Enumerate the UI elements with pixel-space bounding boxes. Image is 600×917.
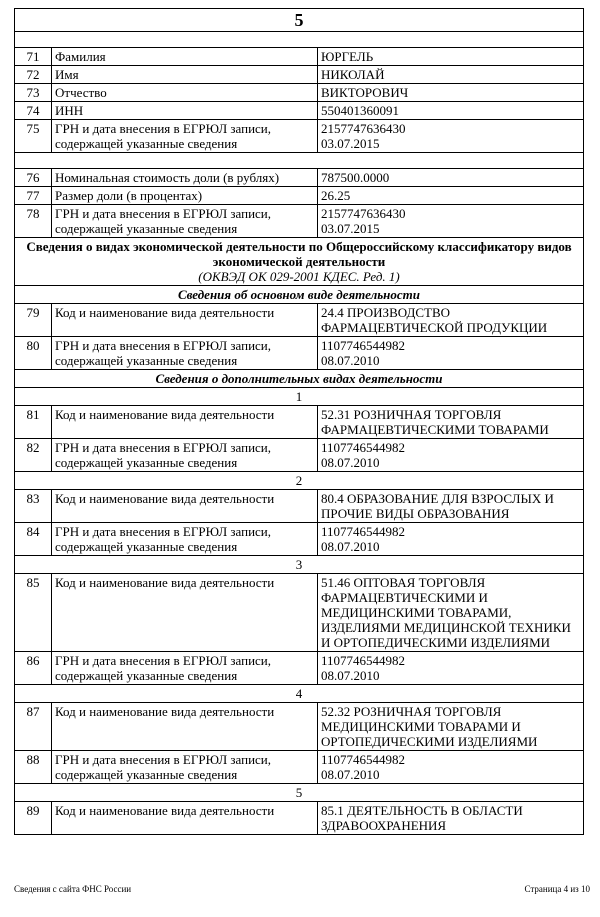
additional-activity-row — [15, 406, 584, 439]
spacer-row — [15, 153, 584, 169]
row-value: 85.1 ДЕЯТЕЛЬНОСТЬ В ОБЛАСТИ ЗДРАВООХРАНЕНИЯ — [318, 802, 584, 835]
row-value: 26.25 — [318, 187, 584, 205]
row-value: 2157747636430 03.07.2015 — [318, 120, 584, 153]
row-label: Код и наименование вида деятельности — [52, 802, 318, 835]
row-label: ГРН и дата внесения в ЕГРЮЛ записи, содержащей указанные сведения — [52, 751, 318, 784]
row-number: 75 — [15, 120, 52, 153]
row-number: 89 — [15, 802, 52, 835]
okved-header — [15, 238, 584, 286]
owner-row — [15, 48, 584, 66]
row-label: Код и наименование вида деятельности — [52, 574, 318, 652]
row-label: ГРН и дата внесения в ЕГРЮЛ записи, содержащей указанные сведения — [52, 120, 318, 153]
row-label: ГРН и дата внесения в ЕГРЮЛ записи, содержащей указанные сведения — [52, 439, 318, 472]
okved-subtitle: (ОКВЭД ОК 029-2001 КДЕС. Ред. 1) — [198, 269, 400, 284]
row-value: ВИКТОРОВИЧ — [318, 84, 584, 102]
section-number-row — [15, 9, 584, 32]
activity-index-row — [15, 685, 584, 703]
activity-index-row — [15, 388, 584, 406]
row-value: 1107746544982 08.07.2010 — [318, 652, 584, 685]
row-number: 72 — [15, 66, 52, 84]
row-value: 52.31 РОЗНИЧНАЯ ТОРГОВЛЯ ФАРМАЦЕВТИЧЕСКИМИ ТОВАРАМИ — [318, 406, 584, 439]
row-label: ГРН и дата внесения в ЕГРЮЛ записи, содержащей указанные сведения — [52, 652, 318, 685]
row-label: Отчество — [52, 84, 318, 102]
additional-activities-header-row — [15, 370, 584, 388]
row-number: 78 — [15, 205, 52, 238]
row-number: 82 — [15, 439, 52, 472]
row-value: 1107746544982 08.07.2010 — [318, 751, 584, 784]
row-number: 87 — [15, 703, 52, 751]
row-value: 24.4 ПРОИЗВОДСТВО ФАРМАЦЕВТИЧЕСКОЙ ПРОДУКЦИИ — [318, 304, 584, 337]
row-label: Имя — [52, 66, 318, 84]
additional-activity-row — [15, 802, 584, 835]
owner-row — [15, 84, 584, 102]
activity-index: 3 — [15, 556, 584, 574]
row-value: 80.4 ОБРАЗОВАНИЕ ДЛЯ ВЗРОСЛЫХ И ПРОЧИЕ ВИДЫ ОБРАЗОВАНИЯ — [318, 490, 584, 523]
additional-activities-header: Сведения о дополнительных видах деятельности — [15, 370, 584, 388]
owner-row — [15, 120, 584, 153]
activity-index: 4 — [15, 685, 584, 703]
additional-activity-row — [15, 490, 584, 523]
row-label: Код и наименование вида деятельности — [52, 490, 318, 523]
share-row — [15, 205, 584, 238]
row-value: 1107746544982 08.07.2010 — [318, 439, 584, 472]
additional-activity-row — [15, 751, 584, 784]
activity-index-row — [15, 556, 584, 574]
egrul-extract-table — [14, 8, 584, 835]
row-label: Размер доли (в процентах) — [52, 187, 318, 205]
additional-activity-row — [15, 523, 584, 556]
row-value: 52.32 РОЗНИЧНАЯ ТОРГОВЛЯ МЕДИЦИНСКИМИ ТОВАРАМИ И ОРТОПЕДИЧЕСКИМИ ИЗДЕЛИЯМИ — [318, 703, 584, 751]
row-label: ГРН и дата внесения в ЕГРЮЛ записи, содержащей указанные сведения — [52, 205, 318, 238]
row-value: 2157747636430 03.07.2015 — [318, 205, 584, 238]
additional-activity-row — [15, 703, 584, 751]
row-number: 76 — [15, 169, 52, 187]
row-number: 74 — [15, 102, 52, 120]
row-label: Код и наименование вида деятельности — [52, 304, 318, 337]
row-value: НИКОЛАЙ — [318, 66, 584, 84]
row-label: Код и наименование вида деятельности — [52, 703, 318, 751]
additional-activity-row — [15, 652, 584, 685]
row-value: 787500.0000 — [318, 169, 584, 187]
row-number: 71 — [15, 48, 52, 66]
additional-activity-row — [15, 574, 584, 652]
row-number: 88 — [15, 751, 52, 784]
row-number: 83 — [15, 490, 52, 523]
row-label: Код и наименование вида деятельности — [52, 406, 318, 439]
activity-index-row — [15, 472, 584, 490]
row-value: 550401360091 — [318, 102, 584, 120]
footer-page-number: Страница 4 из 10 — [524, 884, 590, 894]
row-number: 81 — [15, 406, 52, 439]
row-value: 1107746544982 08.07.2010 — [318, 523, 584, 556]
owner-row — [15, 66, 584, 84]
row-number: 79 — [15, 304, 52, 337]
okved-header-row — [15, 238, 584, 286]
share-row — [15, 169, 584, 187]
okved-title: Сведения о видах экономической деятельности по Общероссийскому классификатору видов экономической деятельности — [26, 239, 572, 269]
main-activity-header: Сведения об основном виде деятельности — [15, 286, 584, 304]
row-value: 1107746544982 08.07.2010 — [318, 337, 584, 370]
main-activity-row — [15, 304, 584, 337]
additional-activity-row — [15, 439, 584, 472]
row-label: ГРН и дата внесения в ЕГРЮЛ записи, содержащей указанные сведения — [52, 523, 318, 556]
row-value: 51.46 ОПТОВАЯ ТОРГОВЛЯ ФАРМАЦЕВТИЧЕСКИМИ И МЕДИЦИНСКИМИ ТОВАРАМИ, ИЗДЕЛИЯМИ МЕДИЦИНСКОЙ ТЕХНИКИ И ОРТОПЕДИЧЕСКИМИ ИЗДЕЛИЯМИ — [318, 574, 584, 652]
row-value: ЮРГЕЛЬ — [318, 48, 584, 66]
row-number: 73 — [15, 84, 52, 102]
main-activity-row — [15, 337, 584, 370]
row-number: 80 — [15, 337, 52, 370]
spacer-row — [15, 32, 584, 48]
row-number: 84 — [15, 523, 52, 556]
row-number: 85 — [15, 574, 52, 652]
activity-index-row — [15, 784, 584, 802]
footer-source: Сведения с сайта ФНС России — [14, 884, 132, 894]
row-label: Номинальная стоимость доли (в рублях) — [52, 169, 318, 187]
section-number: 5 — [15, 9, 584, 32]
activity-index: 2 — [15, 472, 584, 490]
main-activity-header-row — [15, 286, 584, 304]
row-number: 77 — [15, 187, 52, 205]
row-label: Фамилия — [52, 48, 318, 66]
activity-index: 1 — [15, 388, 584, 406]
row-number: 86 — [15, 652, 52, 685]
row-label: ИНН — [52, 102, 318, 120]
activity-index: 5 — [15, 784, 584, 802]
owner-row — [15, 102, 584, 120]
share-row — [15, 187, 584, 205]
row-label: ГРН и дата внесения в ЕГРЮЛ записи, содержащей указанные сведения — [52, 337, 318, 370]
